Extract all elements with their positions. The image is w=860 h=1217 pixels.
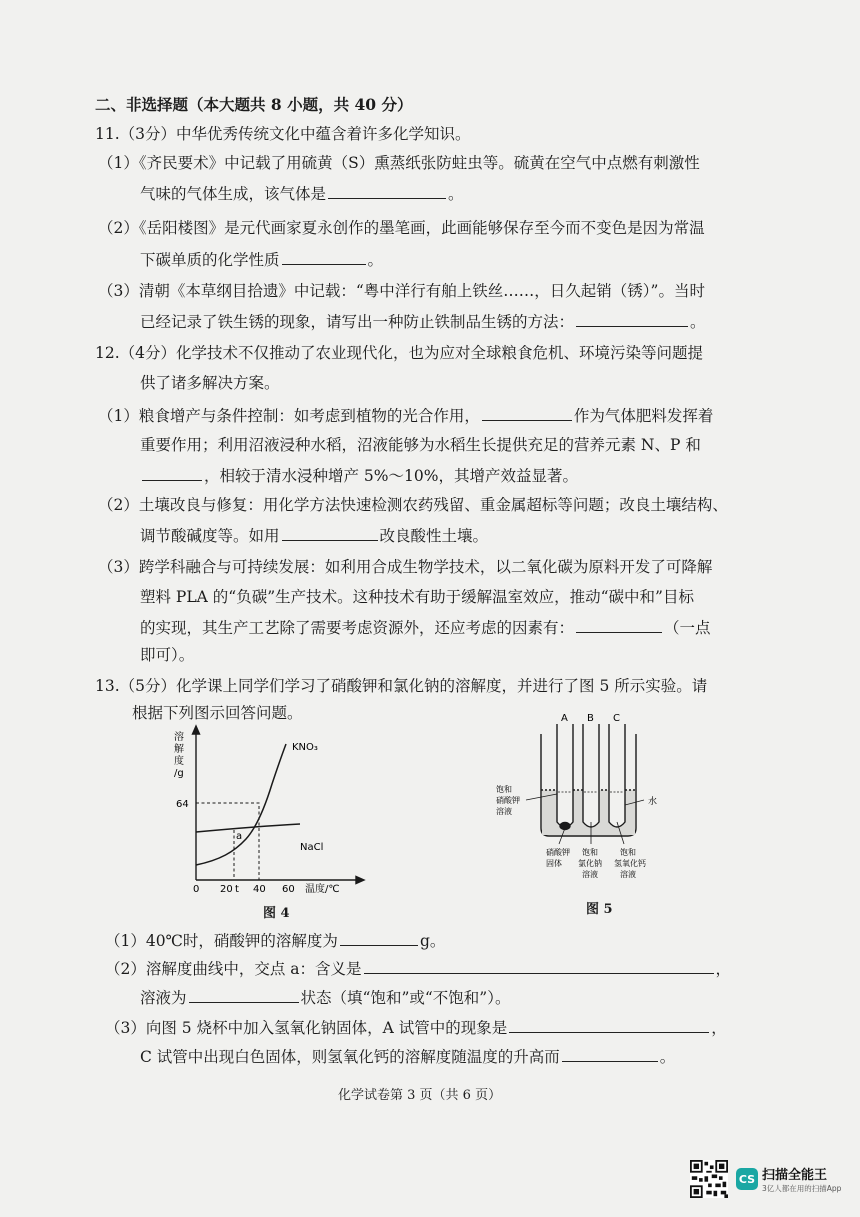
q11-part3-text: 已经记录了铁生锈的现象，请写出一种防止铁制品生锈的方法： <box>140 313 575 331</box>
q12-part1-line1 <box>98 405 713 426</box>
figure-4-caption: 图 4 <box>263 906 290 921</box>
q12-part1-pre: （1）粮食增产与条件控制：如考虑到植物的光合作用， <box>98 407 480 425</box>
y-label-char-4: /g <box>174 768 184 779</box>
nacl-curve <box>196 824 300 832</box>
q12-part1-line3 <box>140 465 578 486</box>
punct: 。 <box>367 251 384 269</box>
q11-part1-text: 气味的气体生成，该气体是 <box>140 185 327 203</box>
q12-part1-post: 作为气体肥料发挥着 <box>573 407 714 425</box>
test-tube-a <box>557 724 573 827</box>
q11-part3-line1: （3）清朝《本草纲目拾遗》中记载：“粤中洋行有舶上铁丝……，日久起销（锈）”。当时 <box>98 282 705 300</box>
q11-part1-line2 <box>140 183 464 204</box>
label-c-3: 溶液 <box>620 870 636 879</box>
q12-part3-post: （一点 <box>664 619 711 637</box>
y-axis-arrow <box>193 726 200 734</box>
cs-logo-icon: CS <box>736 1168 758 1190</box>
q12-stem-line1: 12.（4分）化学技术不仅推动了农业现代化，也为应对全球粮食危机、环境污染等问题提 <box>95 344 704 362</box>
section-header: 二、非选择题（本大题共 8 小题，共 40 分） <box>95 95 413 114</box>
q13-part1 <box>105 930 445 951</box>
q13-part3-line2-post: 。 <box>659 1048 676 1066</box>
q13-part2-line2 <box>140 987 510 1008</box>
y-label-char-2: 解 <box>174 744 184 755</box>
q11-answer-blank-3[interactable] <box>576 311 688 327</box>
qr-code-icon <box>690 1160 728 1198</box>
q13-answer-blank-2[interactable] <box>364 958 714 974</box>
label-left-2: 硝酸钾 <box>496 796 520 805</box>
q12-part3-line4: 即可）。 <box>140 646 195 664</box>
q11-part2-line2 <box>140 249 383 270</box>
scanner-title: 扫描全能王 <box>762 1168 828 1183</box>
q13-part3-post: ， <box>711 1019 727 1037</box>
q13-stem-line1: 13.（5分）化学课上同学们学习了硝酸钾和氯化钠的溶解度，并进行了图 5 所示实验。请 <box>95 677 708 695</box>
q13-part3-line2 <box>140 1046 675 1067</box>
q13-part2-line1 <box>105 958 731 979</box>
figure-5-apparatus <box>486 712 706 887</box>
q12-part2-line1: （2）土壤改良与修复：用化学方法快速检测农药残留、重金属超标等问题；改良土壤结构、 <box>98 496 728 514</box>
y-label-char-1: 溶 <box>174 732 184 743</box>
q12-part3-line1: （3）跨学科融合与可持续发展：如利用合成生物学技术，以二氧化碳为原料开发了可降解 <box>98 558 713 576</box>
test-tube-b <box>583 724 599 827</box>
q13-part2-line2-post: 状态（填“饱和”或“不饱和”）。 <box>300 989 511 1007</box>
x-axis-label: 温度/℃ <box>305 884 340 895</box>
kno3-label: KNO₃ <box>292 742 318 753</box>
x-tick-t: t <box>235 884 239 895</box>
q12-answer-blank-4[interactable] <box>576 617 662 633</box>
y-tick-64: 64 <box>176 799 189 810</box>
punct: 。 <box>448 185 464 203</box>
label-water: 水 <box>648 797 658 807</box>
label-left-3: 溶液 <box>496 807 512 816</box>
page-footer: 化学试卷第 3 页（共 6 页） <box>338 1088 502 1103</box>
q13-part3-line1 <box>105 1017 727 1038</box>
kno3-curve <box>196 744 286 865</box>
x-tick-0: 0 <box>193 884 200 895</box>
q12-part2-pre: 调节酸碱度等。如用 <box>140 527 280 545</box>
label-c-1: 饱和 <box>620 848 636 857</box>
q11-part1-line1: （1）《齐民要术》中记载了用硫黄（S）熏蒸纸张防蛀虫等。硫黄在空气中点燃有刺激性 <box>98 154 700 172</box>
q13-answer-blank-3[interactable] <box>189 987 299 1003</box>
q13-part2-line2-pre: 溶液为 <box>140 989 187 1007</box>
label-a-2: 固体 <box>546 859 562 868</box>
punct: 。 <box>690 313 706 331</box>
guide-dashed-64 <box>196 803 259 880</box>
q13-part2-pre: （2）溶解度曲线中，交点 a：含义是 <box>105 960 362 978</box>
q12-answer-blank-2[interactable] <box>142 465 202 481</box>
q12-part3-pre: 的实现，其生产工艺除了需要考虑资源外，还应考虑的因素有： <box>140 619 575 637</box>
scanner-branding <box>762 1164 841 1194</box>
intersection-label-a: a <box>236 831 243 842</box>
scanner-watermark <box>690 1160 841 1198</box>
tube-label-c: C <box>613 713 620 724</box>
q13-stem-line2: 根据下列图示回答问题。 <box>132 704 303 722</box>
q13-answer-blank-4[interactable] <box>509 1017 709 1033</box>
q12-part1-line3-text: ，相较于清水浸种增产 5%～10%，其增产效益显著。 <box>204 467 578 485</box>
q12-stem-line2: 供了诸多解决方案。 <box>140 374 280 392</box>
tube-label-a: A <box>561 713 568 724</box>
x-tick-60: 60 <box>282 884 295 895</box>
q13-part2-post: ， <box>715 960 732 978</box>
q11-answer-blank-2[interactable] <box>282 249 366 265</box>
q13-part1-post: g。 <box>419 932 446 950</box>
q11-part2-text: 下碳单质的化学性质 <box>140 251 280 269</box>
tube-label-b: B <box>587 713 594 724</box>
figure-5-caption: 图 5 <box>586 902 613 917</box>
y-label-char-3: 度 <box>174 756 184 767</box>
q12-part1-line2: 重要作用；利用沼液浸种水稻，沼液能够为水稻生长提供充足的营养元素 N、P 和 <box>140 436 701 454</box>
q12-part2-line2 <box>140 525 488 546</box>
x-tick-20: 20 <box>220 884 233 895</box>
q11-part2-line1: （2）《岳阳楼图》是元代画家夏永创作的墨笔画，此画能够保存至今而不变色是因为常温 <box>98 219 705 237</box>
label-b-2: 氯化钠 <box>578 859 602 868</box>
label-a-1: 硝酸钾 <box>546 848 570 857</box>
label-left-1: 饱和 <box>496 785 512 794</box>
q13-answer-blank-5[interactable] <box>562 1046 658 1062</box>
figure-4-solubility-curve <box>168 722 368 897</box>
q12-part2-post: 改良酸性土壤。 <box>379 527 489 545</box>
q13-part3-line2-pre: C 试管中出现白色固体，则氢氧化钙的溶解度随温度的升高而 <box>140 1048 560 1066</box>
q11-answer-blank-1[interactable] <box>328 183 446 199</box>
q13-part3-pre: （3）向图 5 烧杯中加入氢氧化钠固体，A 试管中的现象是 <box>105 1019 508 1037</box>
q13-answer-blank-1[interactable] <box>340 930 418 946</box>
scanner-subtitle: 3亿人都在用的扫描App <box>762 1184 842 1193</box>
q12-answer-blank-3[interactable] <box>282 525 378 541</box>
x-axis-arrow <box>356 877 364 884</box>
q11-stem: 11.（3分）中华优秀传统文化中蕴含着许多化学知识。 <box>95 125 471 143</box>
test-tube-c <box>609 724 625 827</box>
q12-part3-line3 <box>140 617 711 638</box>
x-tick-40: 40 <box>253 884 266 895</box>
label-b-1: 饱和 <box>582 848 598 857</box>
q11-part3-line2 <box>140 311 706 332</box>
label-b-3: 溶液 <box>582 870 598 879</box>
q13-part1-pre: （1）40℃时，硝酸钾的溶解度为 <box>105 932 338 950</box>
nacl-label: NaCl <box>300 842 324 853</box>
q12-part3-line2: 塑料 PLA 的“负碳”生产技术。这种技术有助于缓解温室效应，推动“碳中和”目标 <box>140 588 694 606</box>
q12-answer-blank-1[interactable] <box>482 405 572 421</box>
label-c-2: 氢氧化钙 <box>614 859 646 868</box>
